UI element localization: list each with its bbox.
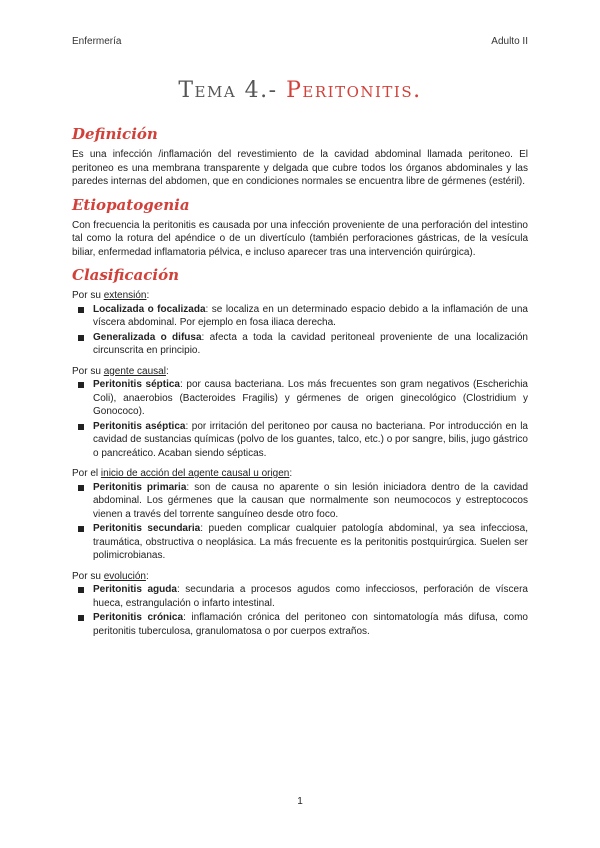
square-bullet-icon — [78, 424, 84, 430]
item-description: : afecta a toda la cavidad peritoneal proveniente de una localización circunscrita en principio. — [93, 331, 528, 356]
title-topic-number: Tema 4.- — [178, 78, 287, 103]
classification-group — [72, 467, 528, 563]
bullet-list — [72, 378, 528, 460]
square-bullet-icon — [78, 587, 84, 593]
square-bullet-icon — [78, 526, 84, 532]
page-number: 1 — [297, 796, 303, 807]
list-item — [72, 378, 528, 419]
section-etiopatogenia — [72, 195, 528, 260]
item-description: : se localiza en un determinado espacio debido a la inflamación de una víscera abdominal. Por ejemplo en fosa iliaca derecha. — [93, 303, 528, 328]
square-bullet-icon — [78, 307, 84, 313]
item-term: Peritonitis secundaria — [93, 523, 201, 534]
page-header — [72, 36, 528, 47]
page-title — [0, 78, 600, 103]
square-bullet-icon — [78, 485, 84, 491]
item-description: : secundaria a procesos agudos como infecciosos, perforación de víscera hueca, estrangulación o infarto intestinal. — [93, 584, 528, 609]
group-intro: Por el inicio de acción del agente causal u origen: — [72, 468, 293, 479]
list-item — [72, 522, 528, 563]
bullet-list — [72, 481, 528, 563]
item-term: Peritonitis aguda — [93, 584, 177, 595]
group-intro: Por su extensión: — [72, 290, 150, 301]
item-description: : pueden complicar cualquier patología abdominal, ya sea infecciosa, traumática, obstructiva o neoplásica. La más frecuente es la peritonitis postquirúrgica. Suelen ser polimicrobianas. — [93, 523, 528, 561]
item-description: : por causa bacteriana. Los más frecuentes son gram negativos (Escherichia Coli), anaerobios (Bacteroides Fragilis) y gérmenes de origen ginecológico (Clostridium y Gonococo). — [93, 379, 528, 417]
item-term: Peritonitis séptica — [93, 379, 180, 390]
list-item — [72, 583, 528, 610]
group-criterion: extensión — [103, 290, 147, 301]
group-criterion: agente causal — [103, 365, 166, 377]
item-description: : inflamación crónica del peritoneo con sintomatología más difusa, como peritonitis tuberculosa, granulomatosa o por cuerpos extraños. — [93, 612, 528, 637]
group-intro: Por su agente causal: — [72, 365, 169, 377]
classification-group — [72, 570, 528, 639]
list-item — [72, 331, 528, 358]
square-bullet-icon — [78, 382, 84, 388]
classification-group — [72, 365, 528, 461]
bullet-list — [72, 303, 528, 358]
list-item — [72, 481, 528, 522]
section-clasificacion — [72, 265, 528, 638]
item-term: Peritonitis primaria — [93, 481, 187, 493]
item-description: : son de causa no aparente o sin lesión iniciadora dentro de la cavidad abdominal. Los gérmenes que la causan que normalmente son neumococos y estreptococos vienen a través del torrente sanguíneo desde otro foco. — [93, 481, 528, 520]
header-course: Adulto II — [491, 36, 528, 47]
item-term: Localizada o focalizada — [93, 303, 206, 315]
square-bullet-icon — [78, 335, 84, 341]
list-item — [72, 611, 528, 638]
group-intro: Por su evolución: — [72, 570, 149, 582]
section-definicion — [72, 124, 528, 189]
section-paragraph: Es una infección /inflamación del revestimiento de la cavidad abdominal llamada peritoneo. El peritoneo es una membrana transparente y delgada que cubre todos los órganos abdominales y las paredes internas del abdomen, que en condiciones normales se encuentra libre de gérmenes (estéril). — [72, 149, 528, 187]
square-bullet-icon — [78, 615, 84, 621]
section-heading: Clasificación — [72, 266, 179, 284]
item-description: : por irritación del peritoneo por causa no bacteriana. Por introducción en la cavidad de sustancias químicas (polvo de los guantes, talco, etc.) o por sangre, bilis, jugo gástrico o pancreático. Acaban siendo sépticas. — [93, 420, 528, 459]
classification-group — [72, 289, 528, 358]
title-topic-name: Peritonitis. — [286, 78, 422, 103]
item-term: Peritonitis crónica — [93, 612, 184, 623]
list-item — [72, 420, 528, 461]
section-heading: Definición — [72, 125, 158, 143]
section-heading: Etiopatogenia — [72, 195, 190, 214]
bullet-list — [72, 583, 528, 638]
section-paragraph: Con frecuencia la peritonitis es causada por una infección proveniente de una perforación del intestino tal como la rotura del apéndice o de un divertículo (también perforaciones gástricas, de la vesícula biliar, enfermedad inflamatoria pélvica, e incluso aparecer tras una intervención quirúrgica). — [72, 219, 528, 258]
header-subject: Enfermería — [72, 36, 122, 47]
group-criterion: inicio de acción del agente causal u origen — [100, 468, 290, 479]
document-body — [72, 118, 528, 639]
item-term: Peritonitis aséptica — [93, 420, 186, 432]
group-criterion: evolución — [103, 570, 146, 582]
list-item — [72, 303, 528, 330]
item-term: Generalizada o difusa — [93, 331, 202, 343]
